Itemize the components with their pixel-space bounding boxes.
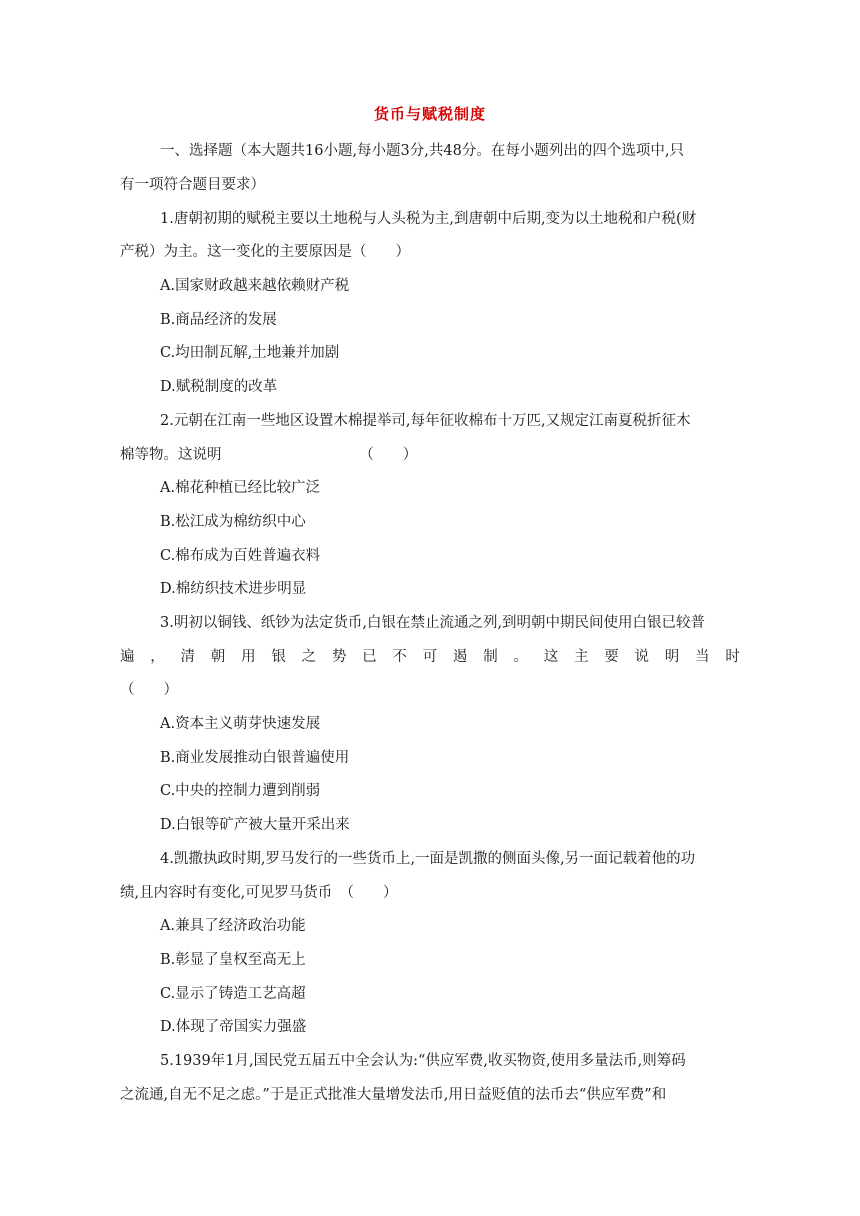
question-2-option-c: C.棉布成为百姓普遍衣料 xyxy=(160,548,321,564)
question-1-option-a: A.国家财政越来越依赖财产税 xyxy=(160,278,350,294)
question-4-stem-cont: 绩,且内容时有变化,可见罗马货币 （ ） xyxy=(120,885,398,901)
question-1-option-d: D.赋税制度的改革 xyxy=(160,379,278,395)
q3-char: ， xyxy=(150,649,165,665)
q3-char: 时 xyxy=(725,649,740,665)
section-header: 一、选择题（本大题共16小题,每小题3分,共48分。在每小题列出的四个选项中,只 xyxy=(160,143,684,159)
q3-char: 不 xyxy=(392,649,407,665)
q3-char: 用 xyxy=(241,649,256,665)
q3-char: 明 xyxy=(664,649,680,665)
question-5-stem-cont: 之流通,自无不足之虑。”于是正式批准大量增发法币,用日益贬值的法币去“供应军费”和 xyxy=(120,1087,667,1103)
q3-char: 清 xyxy=(180,649,196,665)
question-4-option-c: C.显示了铸造工艺高超 xyxy=(160,986,306,1002)
question-1-option-b: B.商品经济的发展 xyxy=(160,312,277,328)
question-4-option-d: D.体现了帝国实力强盛 xyxy=(160,1019,307,1035)
question-1-option-c: C.均田制瓦解,土地兼并加剧 xyxy=(160,345,340,361)
question-2-option-d: D.棉纺织技术进步明显 xyxy=(160,581,307,597)
q3-char: 遍 xyxy=(120,649,135,665)
q3-char: 势 xyxy=(331,649,347,665)
question-3-option-c: C.中央的控制力遭到削弱 xyxy=(160,783,321,799)
section-header-cont: 有一项符合题目要求） xyxy=(120,177,265,193)
question-2-option-a: A.棉花种植已经比较广泛 xyxy=(160,480,321,496)
q3-char: 已 xyxy=(362,649,377,665)
question-3-answer-bracket: （ ） xyxy=(120,682,178,698)
q3-char: 当 xyxy=(695,649,710,665)
q3-char: 之 xyxy=(301,649,317,665)
q3-char: 主 xyxy=(573,649,589,665)
question-2-option-b: B.松江成为棉纺织中心 xyxy=(160,514,306,530)
question-4-option-a: A.兼具了经济政治功能 xyxy=(160,918,306,934)
question-2-stem-cont: 棉等物。这说明 （ ） xyxy=(120,447,418,463)
q3-char: 可 xyxy=(422,649,438,665)
q3-char: 制 xyxy=(483,649,498,665)
q3-char: 说 xyxy=(634,649,650,665)
question-3-stem: 3.明初以铜钱、纸钞为法定货币,白银在禁止流通之列,到明朝中期民间使用白银已较普 xyxy=(160,615,706,631)
question-5-stem: 5.1939年1月,国民党五届五中全会认为:“供应军费,收买物资,使用多量法币,则筹码 xyxy=(160,1053,686,1069)
q3-char: 朝 xyxy=(210,649,226,665)
question-4-stem: 4.凯撒执政时期,罗马发行的一些货币上,一面是凯撒的侧面头像,另一面记载着他的功 xyxy=(160,851,696,867)
q3-char: 遏 xyxy=(452,649,468,665)
question-3-option-a: A.资本主义萌芽快速发展 xyxy=(160,716,321,732)
document-title: 货币与赋税制度 xyxy=(373,105,486,123)
question-4-option-b: B.彰显了皇权至高无上 xyxy=(160,952,306,968)
question-3-option-d: D.白银等矿产被大量开采出来 xyxy=(160,817,350,833)
question-1-stem: 1.唐朝初期的赋税主要以土地税与人头税为主,到唐朝中后期,变为以土地税和户税(财 xyxy=(160,211,697,227)
q3-char: 要 xyxy=(604,649,619,665)
question-2-stem: 2.元朝在江南一些地区设置木棉提举司,每年征收棉布十万匹,又规定江南夏税折征木 xyxy=(160,413,691,429)
question-3-stem-justified xyxy=(120,647,740,667)
q3-char: 。 xyxy=(513,649,528,665)
q3-char: 银 xyxy=(271,649,286,665)
question-1-stem-cont: 产税）为主。这一变化的主要原因是（ ） xyxy=(120,244,410,260)
q3-char: 这 xyxy=(543,649,559,665)
question-3-option-b: B.商业发展推动白银普遍使用 xyxy=(160,750,350,766)
